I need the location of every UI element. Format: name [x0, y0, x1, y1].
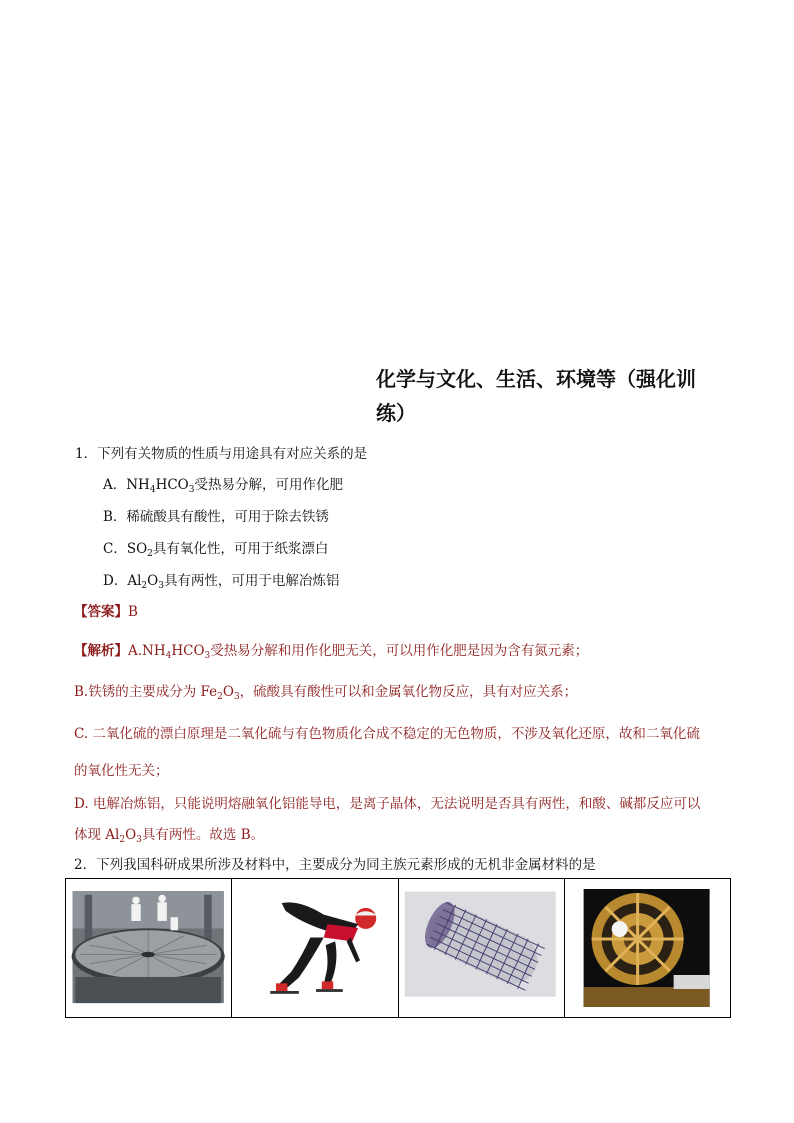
question-1-stem: 1．下列有关物质的性质与用途具有对应关系的是	[75, 446, 368, 462]
option-c: C．$SO_2$具有氧化性，可用于纸浆漂白	[103, 541, 329, 559]
telescope-mirror-image	[66, 879, 231, 1017]
analysis-d-line-1: D. 电解冶炼铝，只能说明熔融氧化铝能导电，是离子晶体，无法说明是否具有两性，和酸、碱都反应可以	[74, 796, 701, 812]
analysis-c-line-2: 的氧化性无关；	[74, 763, 169, 779]
option-d: D．$Al_2O_3$具有两性，可用于电解冶炼铝	[103, 573, 340, 591]
analysis-d-line-2: 体现 $Al_2O_3$具有两性。故选 B。	[74, 827, 265, 845]
satellite-equipment-image	[565, 879, 730, 1017]
analysis-c-line-1: C. 二氧化硫的漂白原理是二氧化硫与有色物质化合成不稳定的无色物质，不涉及氧化还原，故和二氧化硫	[74, 726, 700, 742]
option-b: B．稀硫酸具有酸性，可用于除去铁锈	[103, 509, 329, 525]
analysis-a: 【解析】$A.NH_4HCO_3$受热易分解和用作化肥无关，可以用作化肥是因为含有氮元素；	[74, 643, 589, 661]
analysis-b: B.铁锈的主要成分为 $Fe_2O_3$，硫酸具有酸性可以和金属氧化物反应，具有对应关系；	[74, 684, 578, 702]
image-cell-4	[565, 879, 730, 1017]
image-cell-3	[399, 879, 565, 1017]
nanotube-image	[399, 879, 564, 1017]
image-cell-1	[66, 879, 232, 1017]
option-a: A．$NH_4HCO_3$受热易分解，可用作化肥	[103, 477, 343, 495]
title-line-1: 化学与文化、生活、环境等（强化训	[376, 367, 696, 391]
speed-skater-image	[232, 879, 397, 1017]
question-2-stem: 2．下列我国科研成果所涉及材料中，主要成分为同主族元素形成的无机非金属材料的是	[74, 857, 596, 873]
title-line-2: 练）	[376, 401, 416, 425]
page-title	[376, 362, 736, 430]
image-cell-2	[232, 879, 398, 1017]
image-options-table	[65, 878, 731, 1018]
answer: 【答案】B	[74, 604, 138, 620]
